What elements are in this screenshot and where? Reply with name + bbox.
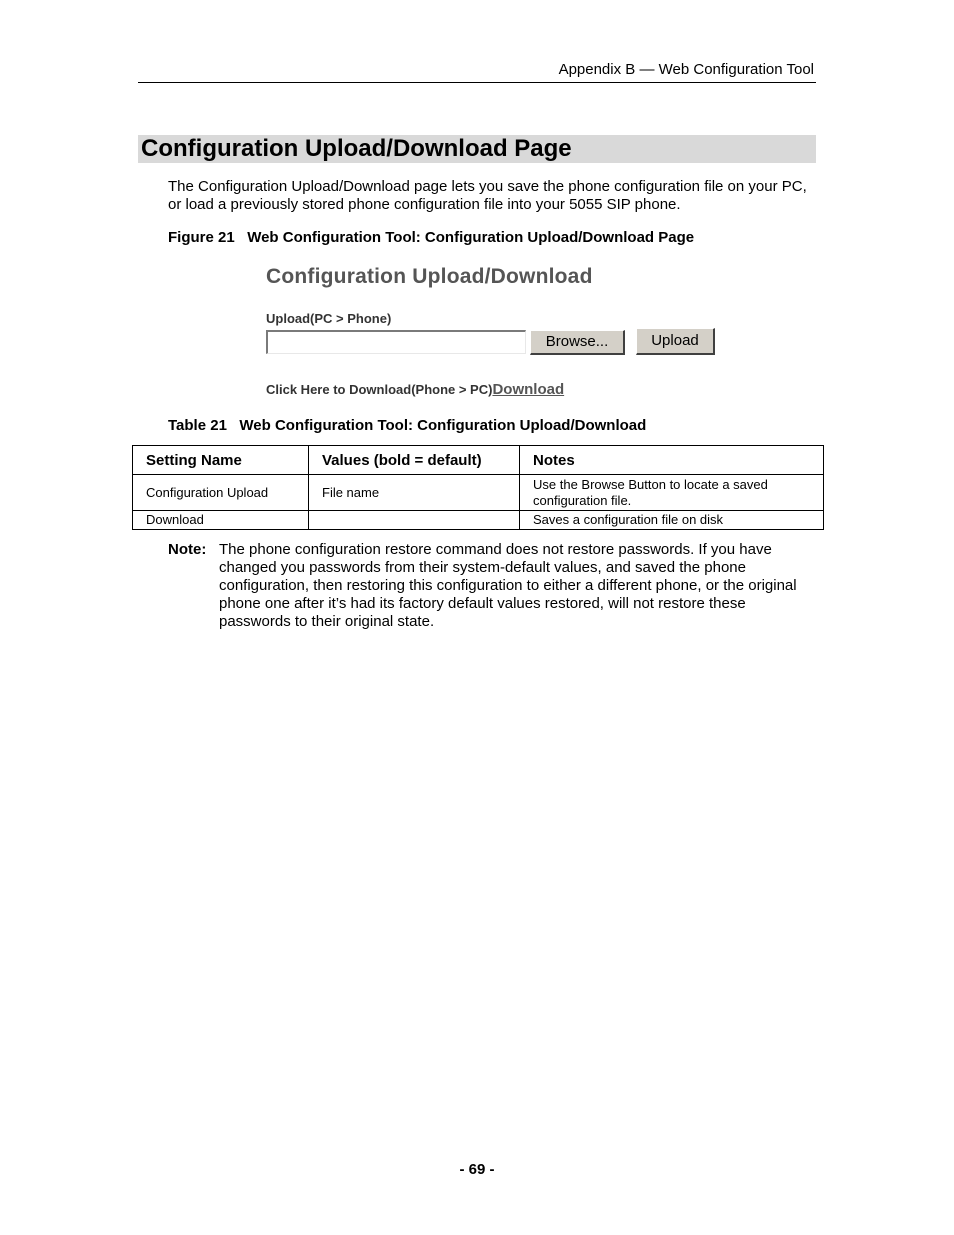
note-label: Note: — [168, 541, 207, 558]
section-title: Configuration Upload/Download Page — [141, 135, 572, 162]
column-header-values: Values (bold = default) — [309, 446, 520, 475]
figure-caption: Figure 21 Web Configuration Tool: Configuration Upload/Download Page — [168, 229, 695, 246]
note-text: The phone configuration restore command does not restore passwords. If you have changed you passwords from their system-default values, and saved the phone configuration, then restoring this configuration to either a different phone, or the original phone one after it’s had its factory default values restored, will not restore these passwords to their original state. — [219, 541, 797, 630]
column-header-notes: Notes — [520, 446, 824, 475]
table-row — [133, 511, 824, 530]
upload-label: Upload(PC > Phone) — [266, 311, 392, 326]
download-label: Click Here to Download(Phone > PC) — [266, 382, 493, 397]
settings-table — [132, 445, 824, 530]
table-cell: File name — [309, 475, 520, 511]
section-heading-bar — [138, 135, 816, 163]
file-path-input[interactable] — [266, 330, 526, 354]
table-cell: Use the Browse Button to locate a saved configuration file. — [520, 475, 824, 511]
running-header: Appendix B — Web Configuration Tool — [558, 61, 814, 78]
intro-paragraph: The Configuration Upload/Download page lets you save the phone configuration file on your PC, or load a previously stored phone configuration file into your 5055 SIP phone. — [168, 178, 807, 213]
table-cell: Saves a configuration file on disk — [520, 511, 824, 530]
browse-button[interactable]: Browse... — [530, 330, 625, 355]
table-cell: Configuration Upload — [133, 475, 309, 511]
table-cell — [309, 511, 520, 530]
table-header-row — [133, 446, 824, 475]
download-row — [266, 380, 564, 400]
column-header-setting-name: Setting Name — [133, 446, 309, 475]
upload-button[interactable]: Upload — [636, 328, 715, 355]
download-link[interactable]: Download — [492, 381, 565, 398]
page-number: - 69 - — [459, 1161, 495, 1178]
table-caption: Table 21 Web Configuration Tool: Configuration Upload/Download — [168, 417, 647, 434]
figure-ui-title: Configuration Upload/Download — [266, 265, 593, 288]
table-row — [133, 475, 824, 511]
header-rule — [138, 82, 816, 83]
table-cell: Download — [133, 511, 309, 530]
